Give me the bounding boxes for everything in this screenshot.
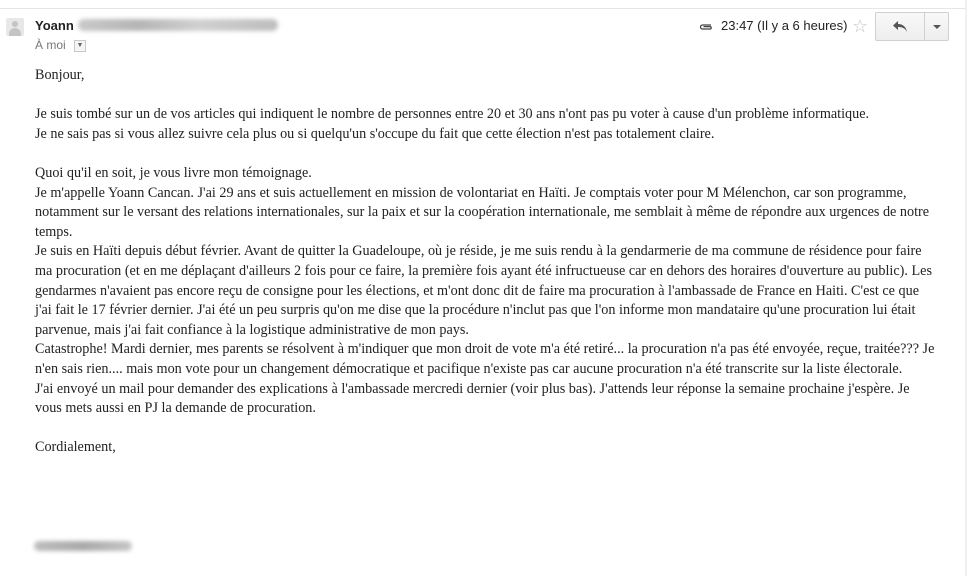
paragraph-5: Je suis en Haïti depuis début février. Avant de quitter la Guadeloupe, où je réside, je me suis rendu à la gendarmerie de ma commune de résidence pour faire ma procuration (et en me déplaçant d'ailleurs 2 fois pour ce faire, la première fois ayant été infructueuse car en dehors des horaires d'ouverture au public). Les gendarmes n'avaient pas encore reçu de consigne pour les élections, et m'ont donc dit de faire ma procuration à l'ambassade de France en Haiti. C'est ce que j'ai fait le 17 février dernier. J'ai été un peu surpris qu'on me dise que la procédure n'inclut pas que l'on informe mon mandataire qu'une procuration lui était parvenue, mais j'ai fait confiance à la logistique administrative de mon pays. <box>35 243 932 338</box>
window-top-border <box>0 0 967 9</box>
attachment-icon <box>698 22 714 32</box>
sender-name[interactable]: Yoann <box>35 18 74 33</box>
details-toggle-icon[interactable]: ▼ <box>74 40 86 52</box>
reply-icon <box>892 20 908 33</box>
recipient-label: À moi <box>35 38 66 52</box>
more-options-button[interactable] <box>925 13 948 40</box>
paragraph-2: Je ne sais pas si vous allez suivre cela plus ou si quelqu'un s'occupe du fait que cette élection n'est pas totalement claire. <box>35 125 715 142</box>
greeting: Bonjour, <box>35 67 85 83</box>
avatar-head <box>12 21 18 27</box>
reply-button-group <box>875 12 949 41</box>
paragraph-3: Quoi qu'il en soit, je vous livre mon témoignage. <box>35 164 312 181</box>
paragraph-1: Je suis tombé sur un de vos articles qui indiquent le nombre de personnes entre 20 et 30 ans n'ont pas pu voter à cause d'un problème informatique. <box>35 106 870 123</box>
paragraph-4: Je m'appelle Yoann Cancan. J'ai 29 ans et suis actuellement en mission de volontariat en Haïti. Je comptais voter pour M Mélenchon, car son programme, notamment sur le versant des relations internationales, sur la paix et sur la coopération internationale, me semblait à même de répondre aux urgences de notre temps. <box>35 184 930 240</box>
star-icon[interactable]: ☆ <box>852 16 869 36</box>
timestamp: 23:47 (Il y a 6 heures) <box>721 18 848 33</box>
closing: Cordialement, <box>35 439 116 456</box>
reply-button[interactable] <box>876 13 925 40</box>
paragraph-7: J'ai envoyé un mail pour demander des explications à l'ambassade mercredi dernier (voir plus bas). J'attends leur réponse la semaine prochaine j'espère. Je vous mets aussi en PJ la demande de procuration. <box>35 380 910 417</box>
redacted-sender-email <box>78 19 278 31</box>
message-body <box>35 66 935 458</box>
paragraph-6: Catastrophe! Mardi dernier, mes parents se résolvent à m'indiquer que mon droit de vote m'a été retiré... la procuration n'a pas été envoyée, reçue, traitée??? Je n'en sais rien.... mais mon vote pour un changement démocratique et pacifique n'existe pas car aucune procuration n'a été transcrite sur la liste électorale. <box>35 341 935 377</box>
redacted-signature <box>34 541 132 551</box>
avatar-icon[interactable] <box>6 18 24 36</box>
more-options-icon <box>933 25 941 29</box>
avatar-body <box>9 28 21 36</box>
